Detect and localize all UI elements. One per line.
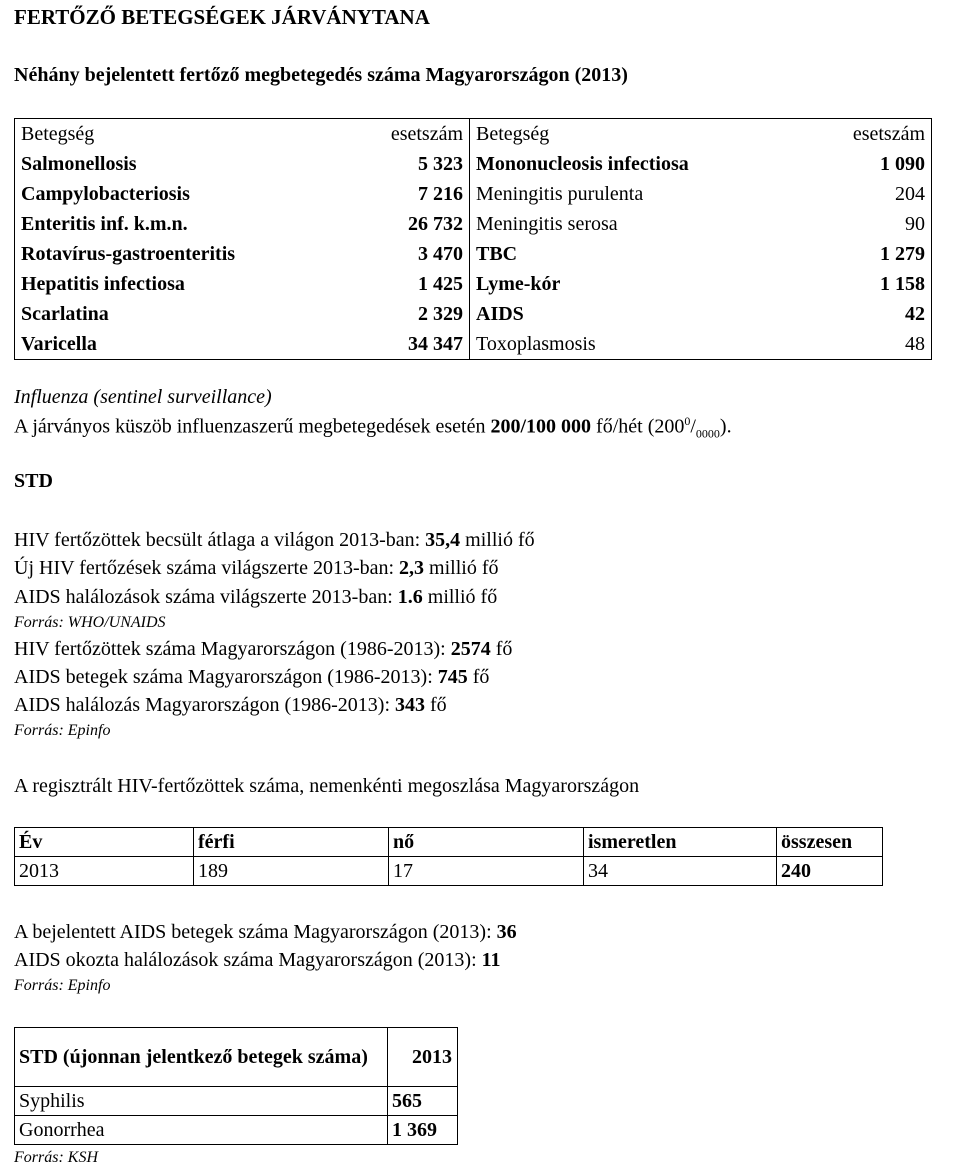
header-std-label: STD (újonnan jelentkező betegek száma) [15, 1028, 388, 1087]
disease-name: Lyme-kór [476, 273, 561, 295]
disease-name: TBC [476, 243, 518, 265]
stat-value: 2574 [450, 638, 491, 660]
hungary-stat-line [14, 666, 489, 689]
case-count: 48 [905, 333, 925, 355]
hungary-stat-line [14, 638, 512, 661]
table-row [15, 209, 932, 239]
disease-name: Varicella [21, 333, 97, 355]
case-count: 5 323 [357, 149, 470, 179]
header-year: Év [15, 828, 194, 857]
world-stat-line [14, 586, 497, 609]
source-note: Forrás: Epinfo [14, 722, 111, 739]
header-female: nő [389, 828, 584, 857]
stat-label: HIV fertőzöttek száma Magyarországon (1986-2013): [14, 638, 451, 660]
stat-label: AIDS okozta halálozások száma Magyarországon (2013): [14, 949, 482, 971]
influenza-text-end: ). [719, 415, 732, 438]
stat-value: 1.6 [397, 586, 423, 608]
world-stat-line [14, 557, 499, 580]
cell-year: 2013 [15, 857, 194, 886]
stat-label: AIDS betegek száma Magyarországon (1986-2013): [14, 666, 438, 688]
disease-table-header [15, 119, 932, 150]
table-row [15, 179, 932, 209]
influenza-threshold-line [14, 414, 732, 442]
header-std-year: 2013 [388, 1028, 458, 1087]
stat-label: AIDS halálozások száma világszerte 2013-ban: [14, 586, 398, 608]
cell-female: 17 [389, 857, 584, 886]
header-male: férfi [194, 828, 389, 857]
influenza-sub: 0000 [695, 426, 720, 441]
case-count: 1 425 [357, 269, 470, 299]
stat-value: 745 [437, 666, 468, 688]
std-disease-name: Syphilis [15, 1087, 388, 1116]
cell-unknown: 34 [584, 857, 777, 886]
hiv-table-caption: A regisztrált HIV-fertőzöttek száma, nemenkénti megoszlása Magyarországon [14, 775, 640, 797]
header-disease-1: Betegség [21, 123, 95, 145]
aids-stat-line [14, 949, 501, 972]
table-row [15, 857, 883, 886]
disease-name: Hepatitis infectiosa [21, 273, 185, 295]
disease-name: Meningitis purulenta [476, 183, 644, 205]
case-count: 7 216 [357, 179, 470, 209]
stat-unit: fő [425, 694, 447, 716]
disease-name: Scarlatina [21, 303, 109, 325]
table-row [15, 239, 932, 269]
source-note: Forrás: WHO/UNAIDS [14, 614, 166, 631]
stat-unit: millió fő [460, 529, 535, 551]
disease-table [14, 118, 932, 360]
stat-value: 2,3 [399, 557, 425, 579]
case-count: 90 [905, 213, 925, 235]
case-count: 2 329 [357, 299, 470, 329]
page-title: FERTŐZŐ BETEGSÉGEK JÁRVÁNYTANA [14, 5, 430, 29]
case-count: 1 158 [880, 273, 925, 295]
influenza-sup: 0 [684, 414, 691, 428]
source-note: Forrás: Epinfo [14, 977, 111, 994]
table-row [15, 299, 932, 329]
table-row [15, 329, 932, 360]
std-case-count: 565 [388, 1087, 458, 1116]
std-table [14, 1027, 458, 1145]
stat-label: A bejelentett AIDS betegek száma Magyarországon (2013): [14, 921, 497, 943]
world-stat-line [14, 529, 535, 552]
disease-name: Toxoplasmosis [476, 333, 596, 355]
stat-value: 36 [496, 921, 517, 943]
header-total: összesen [777, 828, 883, 857]
header-count-1: esetszám [357, 119, 470, 150]
disease-name: AIDS [476, 303, 524, 325]
case-count: 1 090 [880, 153, 925, 175]
disease-name: Campylobacteriosis [21, 183, 190, 205]
stat-label: Új HIV fertőzések száma világszerte 2013-ban: [14, 557, 400, 579]
disease-name: Meningitis serosa [476, 213, 618, 235]
influenza-text: A járványos küszöb influenzaszerű megbetegedések esetén [14, 415, 491, 438]
disease-name: Salmonellosis [21, 153, 137, 175]
stat-value: 11 [481, 949, 501, 971]
influenza-text-mid: fő/hét (200 [591, 415, 685, 438]
disease-name: Mononucleosis infectiosa [476, 153, 689, 175]
stat-unit: fő [490, 638, 513, 660]
std-heading: STD [14, 470, 53, 492]
std-case-count: 1 369 [388, 1116, 458, 1145]
influenza-slash: / [690, 415, 696, 438]
stat-label: HIV fertőzöttek becsült átlaga a világon 2013-ban: [14, 529, 426, 551]
table-row [15, 269, 932, 299]
stat-unit: fő [467, 666, 490, 688]
table-row [15, 149, 932, 179]
header-count-2: esetszám [852, 123, 925, 145]
stat-unit: millió fő [422, 586, 498, 608]
std-table-header [15, 1028, 458, 1087]
influenza-heading: Influenza (sentinel surveillance) [14, 386, 272, 408]
stat-value: 35,4 [425, 529, 461, 551]
stat-value: 343 [395, 694, 426, 716]
header-unknown: ismeretlen [584, 828, 777, 857]
source-note: Forrás: KSH [14, 1149, 99, 1166]
header-disease-2: Betegség [476, 123, 550, 145]
case-count: 3 470 [357, 239, 470, 269]
case-count: 204 [895, 183, 925, 205]
disease-name: Enteritis inf. k.m.n. [21, 213, 188, 235]
stat-label: AIDS halálozás Magyarországon (1986-2013): [14, 694, 396, 716]
cell-total: 240 [777, 857, 883, 886]
aids-stat-line [14, 921, 517, 944]
stat-unit: millió fő [424, 557, 499, 579]
case-count: 34 347 [357, 329, 470, 360]
influenza-threshold-value: 200/100 000 [490, 415, 592, 438]
std-disease-name: Gonorrhea [15, 1116, 388, 1145]
hungary-stat-line [14, 694, 447, 717]
case-count: 1 279 [880, 243, 925, 265]
hiv-table [14, 827, 883, 886]
hiv-table-header [15, 828, 883, 857]
table-row [15, 1116, 458, 1145]
disease-name: Rotavírus-gastroenteritis [21, 243, 236, 265]
page-subtitle: Néhány bejelentett fertőző megbetegedés száma Magyarországon (2013) [14, 64, 628, 86]
case-count: 42 [905, 303, 925, 325]
table-row [15, 1087, 458, 1116]
cell-male: 189 [194, 857, 389, 886]
case-count: 26 732 [357, 209, 470, 239]
